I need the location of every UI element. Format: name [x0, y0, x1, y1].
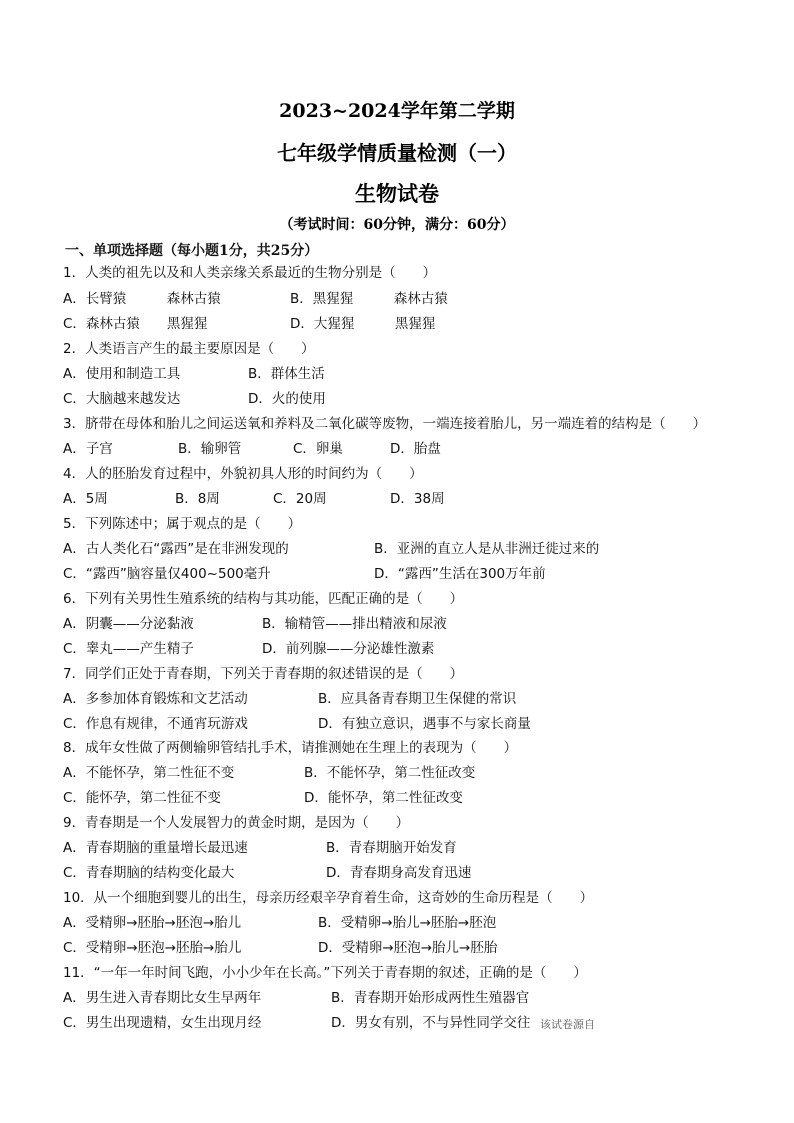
question-stem: 2．人类语言产生的最主要原因是（ ） [63, 341, 315, 357]
option-c: C．受精卵→胚泡→胚胎→胎儿 [63, 940, 242, 956]
option-a: A．5周 [63, 491, 108, 507]
option-d: D．胎盘 [390, 441, 441, 457]
question-stem: 6．下列有关男性生殖系统的结构与其功能，匹配正确的是（ ） [63, 591, 464, 607]
option-b: B．青春期开始形成两性生殖器官 [331, 990, 530, 1006]
option-b: B．亚洲的直立人是从非洲迁徙过来的 [374, 541, 600, 557]
section-heading: 一、单项选择题（每小题1分，共25分） [65, 243, 319, 259]
option-a: A．阴囊——分泌黏液 [63, 616, 194, 632]
option-a: A．多参加体育锻炼和文艺活动 [63, 691, 248, 707]
option-b: B．应具备青春期卫生保健的常识 [318, 691, 517, 707]
option-c: C．大脑越来越发达 [63, 391, 181, 407]
option-d: D．有独立意识，遇事不与家长商量 [318, 716, 531, 732]
option-c: C．作息有规律，不通宵玩游戏 [63, 716, 248, 732]
option-b: B．受精卵→胎儿→胚胎→胚泡 [318, 915, 497, 931]
option-b: B．不能怀孕，第二性征改变 [304, 765, 476, 781]
option-d: D．“露西”生活在300万年前 [374, 566, 546, 582]
option-a: A．使用和制造工具 [63, 366, 181, 382]
option-c: C．青春期脑的结构变化最大 [63, 865, 235, 881]
question-stem: 3．脐带在母体和胎儿之间运送氧和养料及二氧化碳等废物，一端连接着胎儿，另一端连着的结构是（ ） [63, 416, 707, 432]
option-b: B．输精管——排出精液和尿液 [262, 616, 447, 632]
option-d: D．青春期身高发育迅速 [326, 865, 472, 881]
option-d: D．大猩猩 黑猩猩 [290, 316, 436, 332]
option-a: A．长臂猿 森林古猿 [63, 291, 221, 307]
option-b: B．群体生活 [248, 366, 325, 382]
question-stem: 10．从一个细胞到婴儿的出生，母亲历经艰辛孕育着生命，这奇妙的生命历程是（ ） [63, 890, 594, 906]
option-b: B．8周 [175, 491, 220, 507]
school-year-title: 2023~2024学年第二学期 [279, 100, 515, 122]
option-a: A．子宫 [63, 441, 113, 457]
option-a: A．受精卵→胚胎→胚泡→胎儿 [63, 915, 242, 931]
option-d: D．受精卵→胚泡→胎儿→胚胎 [318, 940, 498, 956]
option-a: A．青春期脑的重量增长最迅速 [63, 840, 248, 856]
option-c: C．“露西”脑容量仅400~500毫升 [63, 566, 271, 582]
option-d: D．能怀孕，第二性征改变 [304, 790, 463, 806]
option-b: B．黑猩猩 森林古猿 [290, 291, 448, 307]
option-d: D．火的使用 [248, 391, 326, 407]
exam-title: 七年级学情质量检测（一） [277, 141, 517, 165]
option-b: B．青春期脑开始发育 [326, 840, 457, 856]
question-stem: 8．成年女性做了两侧输卵管结扎手术，请推测她在生理上的表现为（ ） [63, 740, 518, 756]
option-a: A．男生进入青春期比女生早两年 [63, 990, 262, 1006]
option-d: D．38周 [390, 491, 445, 507]
option-c: C．能怀孕，第二性征不变 [63, 790, 221, 806]
option-c: C．卵巢 [293, 441, 343, 457]
option-c: C．男生出现遗精，女生出现月经 [63, 1015, 262, 1031]
option-c: C．睾丸——产生精子 [63, 641, 194, 657]
option-c: C．20周 [273, 491, 327, 507]
question-stem: 1．人类的祖先以及和人类亲缘关系最近的生物分别是（ ） [63, 265, 437, 281]
option-b: B．输卵管 [178, 441, 242, 457]
option-d-text: D．男女有别，不与异性同学交往 [331, 1015, 531, 1031]
option-d [331, 1014, 530, 1032]
option-a: A．不能怀孕，第二性征不变 [63, 765, 235, 781]
watermark: 该试卷源自 [540, 1018, 595, 1031]
subject-title: 生物试卷 [355, 181, 439, 206]
question-stem: 7．同学们正处于青春期，下列关于青春期的叙述错误的是（ ） [63, 666, 464, 682]
question-stem: 9．青春期是一个人发展智力的黄金时期，是因为（ ） [63, 815, 410, 831]
question-stem: 11．“一年一年时间飞跑，小小少年在长高。”下列关于青春期的叙述，正确的是（ ） [63, 965, 587, 981]
option-a: A．古人类化石“露西”是在非洲发现的 [63, 541, 289, 557]
exam-info: （考试时间：60分钟，满分：60分） [279, 217, 515, 233]
question-stem: 5．下列陈述中；属于观点的是（ ） [63, 516, 302, 532]
option-d: D．前列腺——分泌雄性激素 [262, 641, 435, 657]
question-stem: 4．人的胚胎发育过程中，外貌初具人形的时间约为（ ） [63, 466, 423, 482]
option-c: C．森林古猿 黑猩猩 [63, 316, 208, 332]
